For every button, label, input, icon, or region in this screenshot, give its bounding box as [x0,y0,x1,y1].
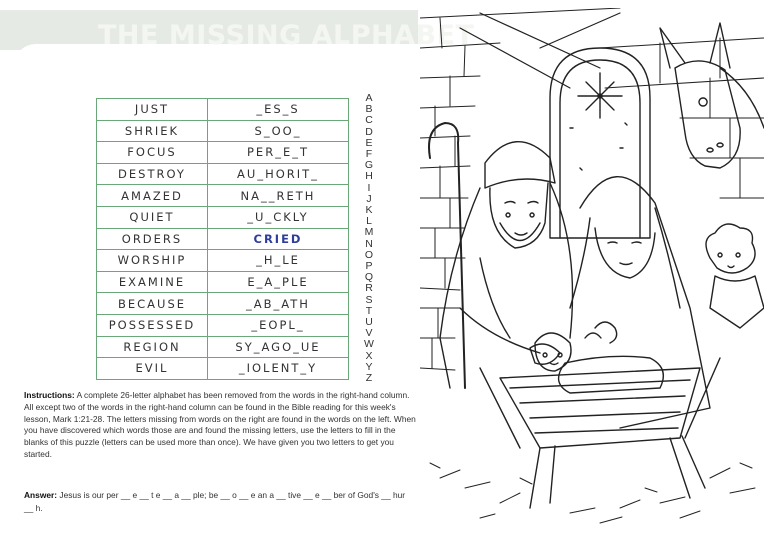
puzzle-row [97,271,349,293]
puzzle-blank: E_A_PLE [208,271,349,293]
puzzle-row [97,142,349,164]
puzzle-blank: PER_E_T [208,142,349,164]
stone-wall [420,8,764,370]
puzzle-word: FOCUS [97,142,208,164]
alphabet-letter: X [365,349,373,362]
alphabet-letter: I [367,181,371,194]
alphabet-letter: W [364,338,374,351]
donkey [660,23,764,168]
puzzle-table [96,98,349,380]
puzzle-blank: SY_AGO_UE [208,336,349,358]
alphabet-letter: A [365,92,373,104]
puzzle-row [97,314,349,336]
alphabet-letter: S [365,293,373,306]
alphabet-letter: V [365,327,373,340]
puzzle-blank: CRIED [208,228,349,250]
puzzle-row [97,336,349,358]
puzzle-row [97,120,349,142]
straw [430,463,755,523]
alphabet-letter: O [364,248,374,261]
puzzle-row [97,293,349,315]
puzzle-word: AMAZED [97,185,208,207]
puzzle-word: REGION [97,336,208,358]
puzzle-row [97,185,349,207]
answer-label: Answer: [24,490,58,500]
puzzle-row [97,206,349,228]
alphabet-letter: T [365,304,373,317]
puzzle-blank: _H_LE [208,250,349,272]
alphabet-letter: Y [365,360,373,373]
alphabet-letter: G [364,159,374,172]
shepherd-staff [429,123,465,388]
puzzle-row [97,228,349,250]
instructions-label: Instructions: [24,390,75,400]
puzzle-word: ORDERS [97,228,208,250]
puzzle-blank: _AB_ATH [208,293,349,315]
alphabet-letter: N [365,237,373,250]
puzzle-blank: _IOLENT_Y [208,358,349,380]
puzzle-row [97,163,349,185]
alphabet-letter: K [365,204,373,217]
puzzle-blank: _ES_S [208,99,349,121]
answer-text: Jesus is our per __ e __ t e __ a __ ple; be __ o __ e an a __ tive __ e __ ber of God's __ hur __ h. [24,490,406,513]
puzzle-word: DESTROY [97,163,208,185]
alphabet-letter: L [366,215,372,228]
alphabet-letter: P [365,260,373,273]
puzzle-word: POSSESSED [97,314,208,336]
arched-window [550,48,650,238]
alphabet-letter: J [366,192,372,205]
page-title: THE MISSING ALPHABET [98,20,475,51]
answer [24,489,416,515]
puzzle-blank: _EOPL_ [208,314,349,336]
puzzle-word: SHRIEK [97,120,208,142]
alphabet-letter: Z [365,372,373,385]
puzzle-word: EVIL [97,358,208,380]
puzzle-word: EXAMINE [97,271,208,293]
alphabet-letter: F [365,148,373,161]
nativity-illustration [420,8,764,533]
alphabet-letter: U [365,316,373,329]
puzzle-word: WORSHIP [97,250,208,272]
alphabet-letter: Q [364,271,374,284]
alphabet-letter: B [365,103,373,116]
puzzle-blank: NA__RETH [208,185,349,207]
sheep [706,224,764,328]
manger [480,358,720,508]
puzzle-word: BECAUSE [97,293,208,315]
puzzle-blank: S_OO_ [208,120,349,142]
instructions-text: A complete 26-letter alphabet has been removed from the words in the right-hand column. All except two of the words in the right-hand column can be found in the Bible reading for this week's lesson, Mark 1:21-28. The letters missing from words on the right are found in the words on the left. When you have discovered which words those are and found the missing letters, use the letters to fill in the blanks of this puzzle (letters can be used more than once). We have given you two letters to get you started. [24,390,416,459]
alphabet-letter: C [365,114,373,127]
puzzle-word: QUIET [97,206,208,228]
alphabet-letter: D [365,125,373,138]
instructions [24,390,416,461]
puzzle-row [97,250,349,272]
puzzle-row [97,99,349,121]
alphabet-letter: R [365,282,373,295]
puzzle-row [97,358,349,380]
puzzle-blank: AU_HORIT_ [208,163,349,185]
puzzle-blank: _U_CKLY [208,206,349,228]
alphabet-letter: H [365,170,373,183]
alphabet-letter: E [365,136,373,149]
puzzle-word: JUST [97,99,208,121]
alphabet-column [363,93,375,384]
alphabet-letter: M [364,226,374,239]
